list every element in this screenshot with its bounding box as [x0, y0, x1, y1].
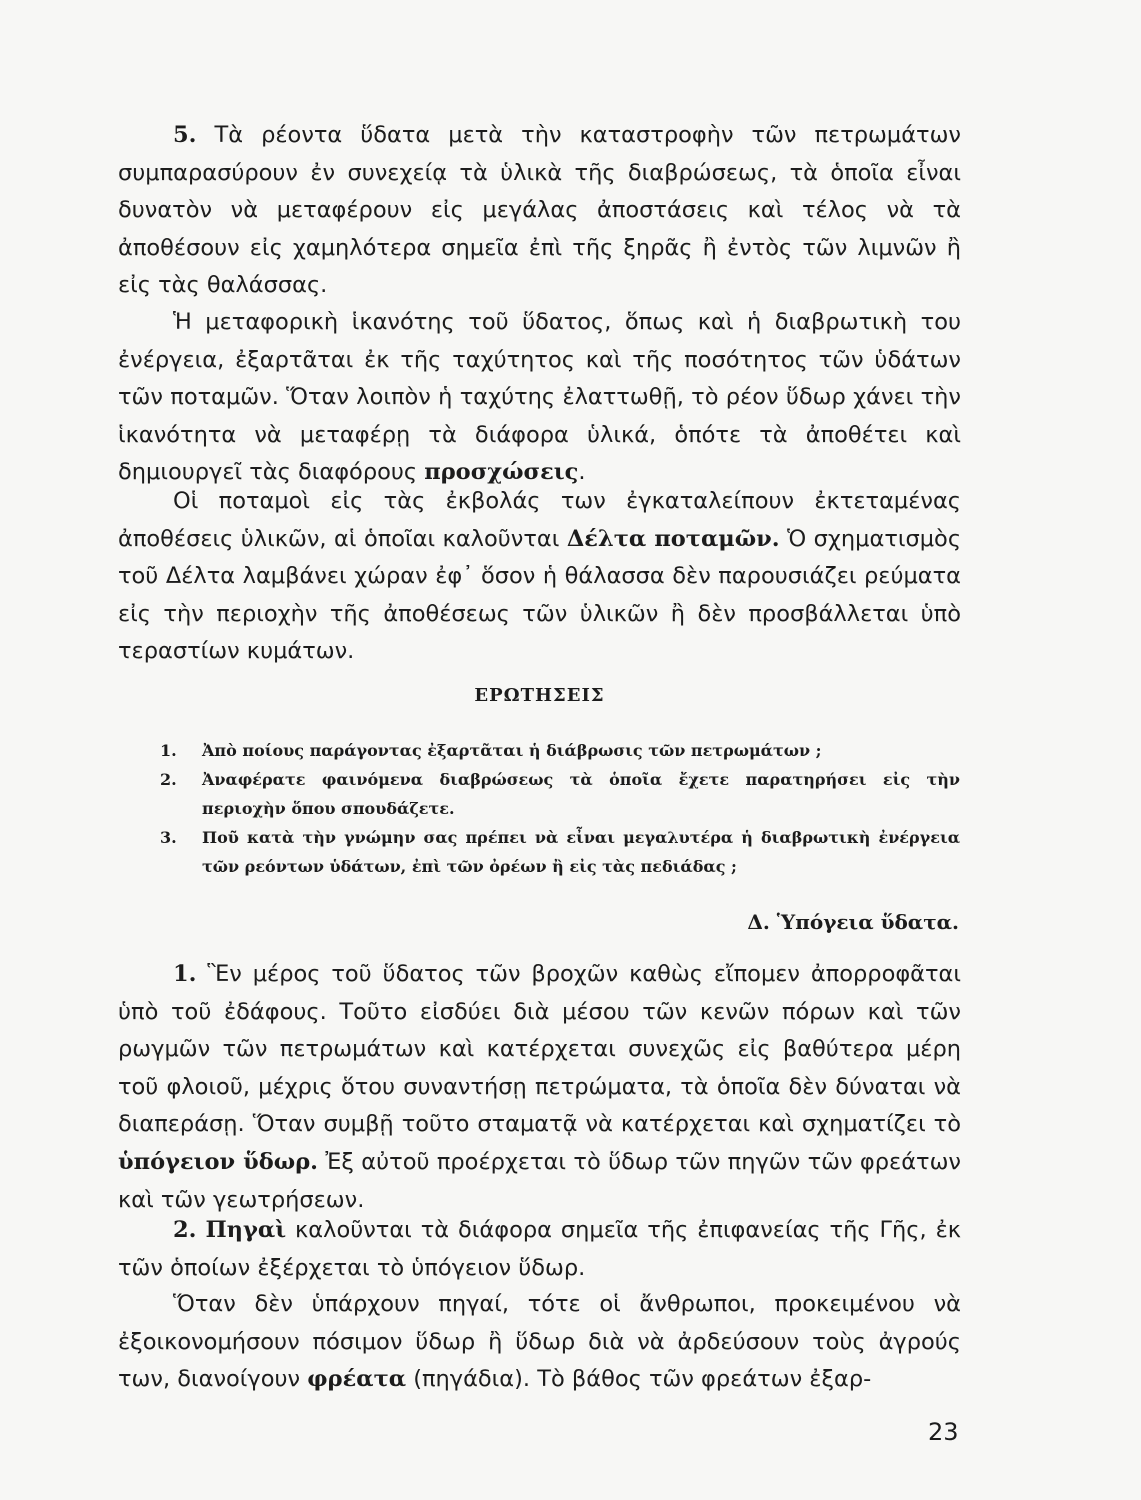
paragraph-text-continued: Ἐξ αὐτοῦ προέρχεται τὸ ὕδωρ τῶν πηγῶν τῶν φρεάτων καὶ τῶν γεωτρήσεων. [118, 1148, 961, 1213]
paragraph-text-continued: Ὁ σχηματισμὸς τοῦ Δέλτα λαμβάνει χώραν ἐφ᾽ ὅσον ἡ θάλασσα δὲν παρουσιάζει ρεύματα εἰς τὴν περιοχὴν τῆς ἀποθέσεως τῶν ὑλικῶν ἢ δὲν προσβάλλεται ὑπὸ τεραστίων κυμάτων. [118, 525, 962, 665]
groundwater-1-block [118, 956, 961, 1219]
groundwater-paragraph-1 [118, 956, 961, 1219]
question-item [160, 765, 960, 823]
question-text: Ἀναφέρατε φαινόμενα διαβρώσεως τὰ ὁποῖα ἔχετε παρατηρήσει εἰς τὴν περιοχὴν ὅπου σπουδάζετε. [202, 770, 960, 818]
paragraph-text: Ἓν μέρος τοῦ ὕδατος τῶν βροχῶν καθὼς εἴπομεν ἀπορροφᾶται ὑπὸ τοῦ ἐδάφους. Τοῦτο εἰσδύει διὰ μέσου τῶν κενῶν πόρων καὶ τῶν ρωγμῶν τῶν πετρωμάτων καὶ κατέρχεται συνεχῶς εἰς βαθύτερα μέρη τοῦ φλοιοῦ, μέχρις ὅτου συναντήσῃ πετρώματα, τὰ ὁποῖα δὲν δύναται νὰ διαπεράσῃ. Ὅταν συμβῇ τοῦτο σταματᾷ νὰ κατέρχεται καὶ σχηματίζει τὸ [118, 961, 961, 1138]
wells-block [118, 1286, 961, 1399]
paragraph-text: Ὅταν δὲν ὑπάρχουν πηγαί, τότε οἱ ἄνθρωποι, προκειμένου νὰ ἐξοικονομήσουν πόσιμον ὕδωρ ἢ ὕδωρ διὰ νὰ ἀρδεύσουν τοὺς ἀγρούς των, διανοίγουν [118, 1291, 961, 1393]
question-text: Ποῦ κατὰ τὴν γνώμην σας πρέπει νὰ εἶναι μεγαλυτέρα ἡ διαβρωτικὴ ἐνέργεια τῶν ρεόντων ὑδάτων, ἐπὶ τῶν ὀρέων ἢ εἰς τὰς πεδιάδας ; [202, 828, 960, 876]
paragraph-end: . [578, 459, 586, 486]
paragraph-delta [118, 483, 961, 671]
paragraph-number: 5. [173, 122, 197, 148]
question-text: Ἀπὸ ποίους παράγοντας ἐξαρτᾶται ἡ διάβρωσις τῶν πετρωμάτων ; [202, 741, 822, 760]
term-ypogeion-ydor: ὑπόγειον ὕδωρ. [118, 1148, 319, 1175]
question-number: 1. [160, 741, 177, 760]
page-number: 23 [928, 1418, 959, 1446]
question-item [160, 823, 960, 881]
paragraph-text-continued: (πηγάδια). Τὸ βάθος τῶν φρεάτων ἐξαρ- [413, 1366, 872, 1393]
term-delta: Δέλτα ποταμῶν. [566, 525, 780, 552]
paragraph-5 [118, 117, 961, 305]
questions-list [160, 736, 960, 881]
term-freata: φρέατα [307, 1366, 407, 1393]
questions-heading: ΕΡΩΤΗΣΕΙΣ [474, 685, 605, 706]
term-pigai: Πηγαὶ [205, 1217, 287, 1243]
paragraph-5-block [118, 117, 961, 305]
groundwater-paragraph-2 [118, 1212, 961, 1287]
groundwater-2-block [118, 1212, 961, 1287]
paragraph-transport-block [118, 304, 961, 492]
paragraph-number: 1. [173, 961, 197, 987]
paragraph-text: Ἡ μεταφορικὴ ἱκανότης τοῦ ὕδατος, ὅπως καὶ ἡ διαβρωτικὴ του ἐνέργεια, ἐξαρτᾶται ἐκ τῆς ταχύτητος καὶ τῆς ποσότητος τῶν ὑδάτων τῶν ποταμῶν. Ὅταν λοιπὸν ἡ ταχύτης ἐλαττωθῇ, τὸ ρέον ὕδωρ χάνει τὴν ἱκανότητα νὰ μεταφέρῃ τὰ διάφορα ὑλικά, ὁπότε τὰ ἀποθέτει καὶ δημιουργεῖ τὰς διαφόρους [118, 309, 961, 486]
paragraph-text: Οἱ ποταμοὶ εἰς τὰς ἐκβολάς των ἐγκαταλείπουν ἐκτεταμένας ἀποθέσεις ὑλικῶν, αἱ ὁποῖαι καλοῦνται [118, 488, 961, 552]
section-title: Δ. Ὑπόγεια ὕδατα. [747, 910, 959, 934]
paragraph-number: 2. [173, 1217, 197, 1243]
paragraph-text: Τὰ ρέοντα ὕδατα μετὰ τὴν καταστροφὴν τῶν πετρωμάτων συμπαρασύρουν ἐν συνεχείᾳ τὰ ὑλικὰ τῆς διαβρώσεως, τὰ ὁποῖα εἶναι δυνατὸν νὰ μεταφέρουν εἰς μεγάλας ἀποστάσεις καὶ τέλος νὰ τὰ ἀποθέσουν εἰς χαμηλότερα σημεῖα ἐπὶ τῆς ξηρᾶς ἢ ἐντὸς τῶν λιμνῶν ἢ εἰς τὰς θαλάσσας. [118, 122, 961, 299]
term-proschoseis: προσχώσεις [424, 459, 579, 486]
question-item [160, 736, 960, 765]
question-number: 3. [160, 828, 177, 847]
question-number: 2. [160, 770, 177, 789]
paragraph-delta-block [118, 483, 961, 671]
paragraph-text: καλοῦνται τὰ διάφορα σημεῖα τῆς ἐπιφανείας τῆς Γῆς, ἐκ τῶν ὁποίων ἐξέρχεται τὸ ὑπόγειον ὕδωρ. [118, 1217, 961, 1281]
wells-paragraph [118, 1286, 961, 1399]
paragraph-transport [118, 304, 961, 492]
